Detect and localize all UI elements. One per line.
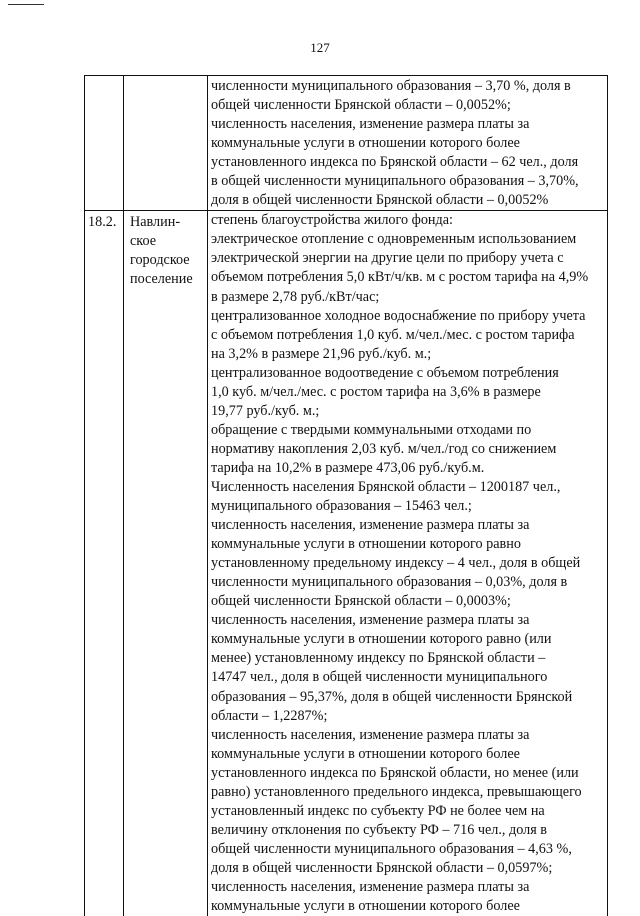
text-line: на 3,2% в размере 21,96 руб./куб. м.; [211,345,432,362]
text-line: обращение с твердыми коммунальными отходами по [211,421,532,438]
text-line: 1,0 куб. м/чел./мес. с ростом тарифа на 3,6% в размере [211,383,541,400]
header-rule [8,4,44,5]
text-line: установленного индекса по Брянской области, но менее (или [211,764,579,781]
description-cell [207,210,608,916]
table-row [84,210,608,916]
text-line: с объемом потребления 1,0 куб. м/чел./мес. с ростом тарифа [211,326,575,343]
data-table [84,75,608,916]
text-line: муниципального образования – 15463 чел.; [211,498,472,515]
text-line: установленному предельному индексу – 4 чел., доля в общей [211,555,581,572]
text-line: электрической энергии на другие цели по прибору учета с [211,250,564,267]
text-line: 14747 чел., доля в общей численности муниципального [211,669,548,686]
text-line: коммунальные услуги в отношении которого более [211,745,520,762]
text-line: общей численности Брянской области – 0,0052%; [211,97,511,114]
text-line: области – 1,2287%; [211,707,328,724]
text-line: 19,77 руб./куб. м.; [211,402,320,419]
text-line: численность населения, изменение размера платы за [211,878,530,895]
settlement-name-line: городское [130,252,190,269]
text-line: менее) установленному индексу по Брянской области – [211,650,546,667]
text-line: электрическое отопление с одновременным использованием [211,231,577,248]
text-line: численность населения, изменение размера платы за [211,726,530,743]
description-cell [207,75,608,210]
text-line: доля в общей численности Брянской области – 0,0052% [211,192,549,209]
text-line: коммунальные услуги в отношении которого равно [211,536,521,553]
table-row [84,75,608,210]
text-line: доля в общей численности Брянской области – 0,0597%; [211,859,553,876]
text-line: равно) установленного предельного индекса, превышающего [211,783,582,800]
text-line: коммунальные услуги в отношении которого более [211,898,520,915]
text-line: Численность населения Брянской области – 1200187 чел., [211,478,561,495]
settlement-name-line: ское [130,233,157,250]
text-line: общей численности Брянской области – 0,0003%; [211,593,511,610]
text-line: нормативу накопления 2,03 куб. м/чел./год со снижением [211,440,557,457]
settlement-name-line: поселение [130,271,193,288]
text-line: коммунальные услуги в отношении которого равно (или [211,631,552,648]
text-line: установленного индекса по Брянской области – 62 чел., доля [211,154,579,171]
settlement-name-cell [123,75,207,210]
text-line: образования – 95,37%, доля в общей численности Брянской [211,688,573,705]
text-line: численности муниципального образования – 3,70 %, доля в [211,78,571,94]
text-line: степень благоустройства жилого фонда: [211,212,453,229]
text-line: общей численности муниципального образования – 4,63 %, [211,840,572,857]
page-number: 127 [310,40,330,55]
text-line: объемом потребления 5,0 кВт/ч/кв. м с ростом тарифа на 4,9% [211,269,589,286]
settlement-name-line: Навлин- [130,214,181,231]
row-number-cell [84,75,123,210]
text-line: централизованное водоотведение с объемом потребления [211,364,559,381]
text-line: централизованное холодное водоснабжение по прибору учета [211,307,586,324]
text-line: величину отклонения по субъекту РФ – 716 чел., доля в [211,821,547,838]
text-line: численность населения, изменение размера платы за [211,116,530,133]
text-line: коммунальные услуги в отношении которого более [211,135,520,152]
settlement-name-cell [123,210,207,916]
text-line: численность населения, изменение размера платы за [211,517,530,534]
text-line: численность населения, изменение размера платы за [211,612,530,629]
row-number-cell: 18.2. [84,210,123,916]
text-line: тарифа на 10,2% в размере 473,06 руб./куб.м. [211,459,485,476]
text-line: установленный индекс по субъекту РФ не более чем на [211,802,545,819]
text-line: в общей численности муниципального образования – 3,70%, [211,173,579,190]
text-line: в размере 2,78 руб./кВт/час; [211,288,380,305]
text-line: численности муниципального образования – 0,03%, доля в [211,574,568,591]
